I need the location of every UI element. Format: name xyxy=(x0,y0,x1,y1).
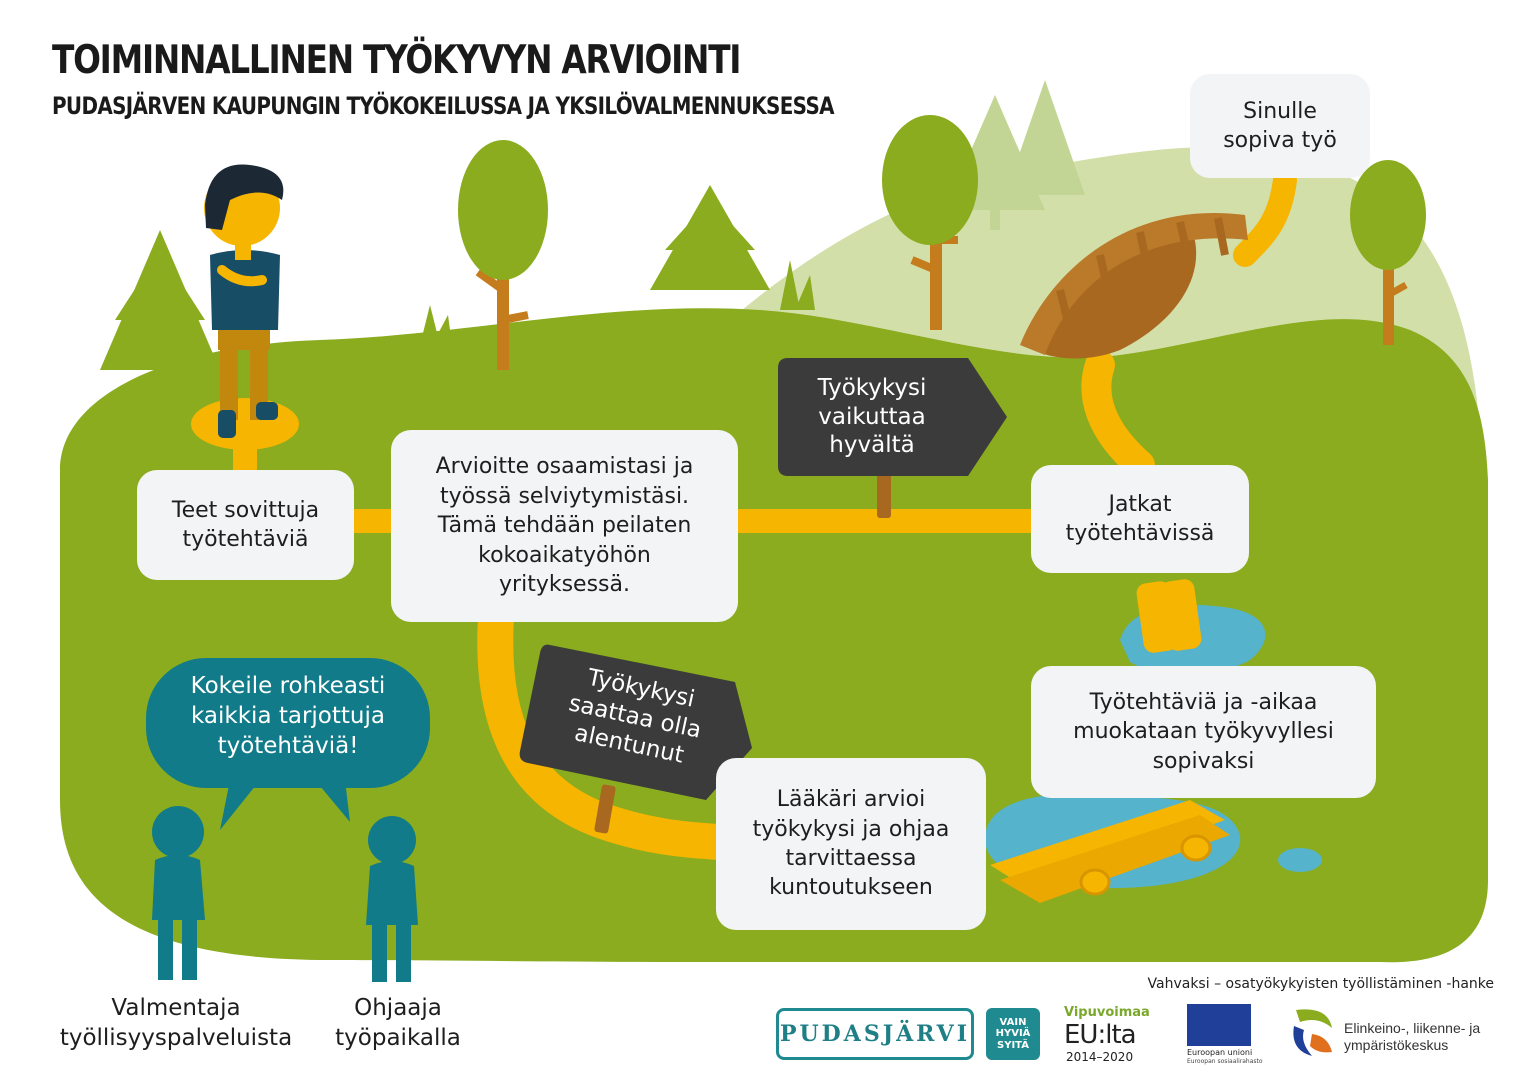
sign-tyokykysi-saattaa-olla-alentunut: Työkykysi saattaa olla alentunut xyxy=(566,664,704,770)
vipuvoimaa-logo-main: EU:lta xyxy=(1064,1020,1136,1050)
ely-keskus-name-line1: Elinkeino-, liikenne- ja xyxy=(1344,1020,1481,1036)
conifer-tree xyxy=(650,185,770,290)
step-teet-sovittuja-tyotehtavia: Teet sovittuja työtehtäviä xyxy=(137,470,354,580)
ely-keskus-logo-icon xyxy=(1288,1006,1336,1058)
ely-keskus-name-line2: ympäristökeskus xyxy=(1344,1037,1449,1053)
pudasjarvi-logo: PUDASJÄRVI xyxy=(776,1008,974,1060)
step-tyotehtavia-muokataan: Työtehtäviä ja -aikaa muokataan työkyvyllesi sopivaksi xyxy=(1031,666,1376,798)
speech-bubble-text: Kokeile rohkeasti kaikkia tarjottuja työtehtäviä! xyxy=(190,673,386,759)
ohjaaja-label: Ohjaaja työpaikalla xyxy=(335,995,461,1051)
sign-tyokykysi-vaikuttaa-hyvalta: Työkykysi vaikuttaa hyvältä xyxy=(817,374,927,459)
sign-post xyxy=(877,470,891,518)
log-bridge-small xyxy=(1135,578,1202,654)
vain-hyvia-syita-logo: VAIN HYVIÄ SYITÄ xyxy=(986,1008,1040,1060)
eu-flag-icon xyxy=(1187,1004,1251,1046)
eu-name: Euroopan unioni xyxy=(1187,1048,1253,1057)
step-jatkat-tyotehtavissa: Jatkat työtehtävissä xyxy=(1031,465,1249,573)
vipuvoimaa-logo-years: 2014–2020 xyxy=(1066,1050,1134,1064)
page-subtitle: PUDASJÄRVEN KAUPUNGIN TYÖKOKEILUSSA JA YKSILÖVALMENNUKSESSA xyxy=(52,92,834,120)
valmentaja-label: Valmentaja työllisyyspalveluista xyxy=(59,995,293,1051)
vipuvoimaa-logo-top: Vipuvoimaa xyxy=(1064,1005,1150,1020)
step-arvioitte-osaamistasi: Arvioitte osaamistasi ja työssä selviytymistäsi. Tämä tehdään peilaten kokoaikatyöhön yrityksessä. xyxy=(391,430,738,622)
eu-fund-name: Euroopan sosiaalirahasto xyxy=(1187,1058,1263,1065)
step-laakari-arvioi: Lääkäri arvioi työkykysi ja ohjaa tarvittaessa kuntoutukseen xyxy=(716,758,986,930)
page-title: TOIMINNALLINEN TYÖKYVYN ARVIOINTI xyxy=(52,38,741,83)
valmentaja-figure xyxy=(152,806,205,980)
project-name: Vahvaksi – osatyökykyisten työllistäminen -hanke xyxy=(1147,976,1494,992)
step-sinulle-sopiva-tyo: Sinulle sopiva työ xyxy=(1190,74,1370,178)
conifer-tree xyxy=(100,230,220,370)
